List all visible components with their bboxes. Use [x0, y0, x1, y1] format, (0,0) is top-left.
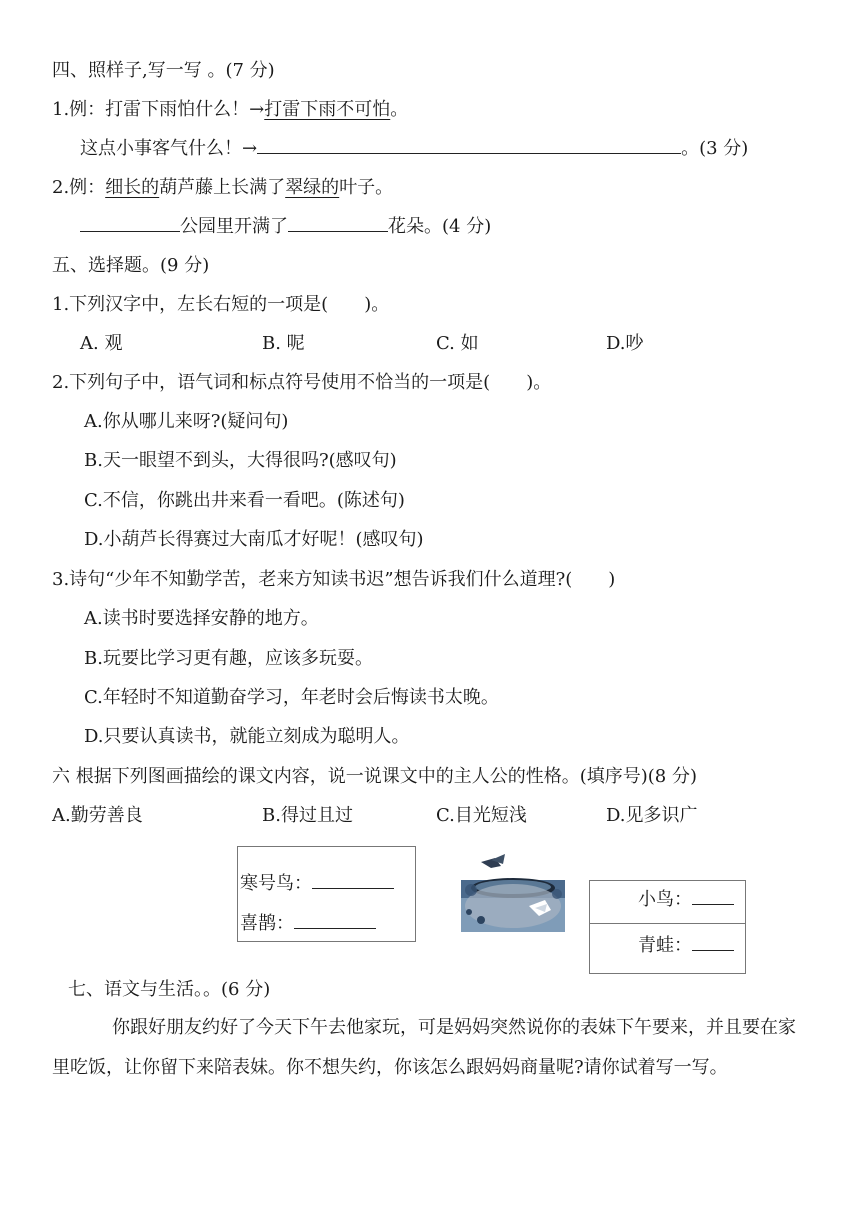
s5-q2-option-b[interactable]: B.天一眼望不到头，大得很吗?(感叹句)	[84, 450, 397, 471]
s4-q2-task-end: 花朵。(4 分)	[388, 216, 492, 237]
s5-q3-option-c[interactable]: C.年轻时不知道勤奋学习，年老时会后悔读书太晚。	[84, 687, 499, 708]
box-row-qingwa	[638, 933, 734, 959]
answer-blank[interactable]	[692, 949, 734, 951]
s6-option-c: C.目光短浅	[436, 805, 527, 826]
answer-blank[interactable]	[312, 887, 394, 889]
s5-q3: 3.诗句“少年不知勤学苦，老来方知读书迟”想告诉我们什么道理?( )	[52, 569, 616, 590]
s4-q2-prefix: 2.例：	[52, 177, 106, 198]
answer-blank[interactable]	[257, 152, 681, 154]
s4-q2-mid: 葫芦藤上长满了	[159, 177, 286, 198]
s4-q1-task	[80, 136, 748, 162]
s4-q2-example	[52, 175, 393, 201]
s5-q2-option-c[interactable]: C.不信，你跳出井来看一看吧。(陈述句)	[84, 490, 405, 511]
box-row-hanhaoniao	[240, 871, 394, 897]
s5-q2-option-d[interactable]: D.小葫芦长得赛过大南瓜才好呢！(感叹句)	[84, 529, 424, 550]
s5-q1: 1.下列汉字中，左长右短的一项是( )。	[52, 294, 390, 315]
box-label: 喜鹊：	[240, 913, 294, 934]
s5-q3-option-d[interactable]: D.只要认真读书，就能立刻成为聪明人。	[84, 726, 410, 747]
box-divider	[590, 923, 745, 924]
s4-q1-score: 。(3 分)	[681, 138, 749, 159]
box-row-xique	[240, 911, 376, 937]
s4-q2-task	[80, 214, 491, 240]
box-label: 小鸟：	[638, 889, 692, 910]
s4-q2-underline-2: 翠绿的	[285, 177, 340, 198]
s4-q1-example	[52, 97, 408, 123]
frog-well-illustration	[461, 850, 565, 932]
s4-q2-task-mid: 公园里开满了	[180, 216, 288, 237]
box-row-xiaoniao	[638, 887, 734, 913]
s4-q1-end: 。	[390, 99, 409, 120]
s5-q1-option-d[interactable]: D.吵	[606, 333, 644, 354]
s5-q2-option-a[interactable]: A.你从哪儿来呀?(疑问句)	[84, 411, 289, 432]
s4-q2-end: 叶子。	[339, 177, 394, 198]
s4-q1-task-text: 这点小事客气什么！→	[80, 138, 258, 159]
answer-blank[interactable]	[294, 927, 376, 929]
answer-box-right	[589, 880, 746, 974]
s5-q3-option-b[interactable]: B.玩要比学习更有趣，应该多玩耍。	[84, 648, 373, 669]
answer-box-left	[237, 846, 416, 942]
section-6-title: 六 根据下列图画描绘的课文内容，说一说课文中的主人公的性格。(填序号)(8 分)	[52, 766, 697, 787]
s5-q1-option-a[interactable]: A. 观	[80, 333, 123, 354]
s4-q2-underline-1: 细长的	[105, 177, 160, 198]
s6-option-a: A.勤劳善良	[52, 805, 143, 826]
section-4-title: 四、照样子,写一写 。(7 分)	[52, 60, 275, 81]
s5-q2: 2.下列句子中，语气词和标点符号使用不恰当的一项是( )。	[52, 372, 552, 393]
s5-q1-option-b[interactable]: B. 呢	[262, 333, 305, 354]
s5-q1-option-c[interactable]: C. 如	[436, 333, 479, 354]
answer-blank[interactable]	[288, 230, 388, 232]
s7-paragraph: 你跟好朋友约好了今天下午去他家玩，可是妈妈突然说你的表妹下午要来，并且要在家里吃饭，让你留下来陪表妹。你不想失约，你该怎么跟妈妈商量呢?请你试着写一写。	[52, 1017, 796, 1078]
section-7-title: 七、语文与生活。。(6 分)	[68, 979, 271, 1000]
s6-option-d: D.见多识广	[606, 805, 698, 826]
s4-q1-answer: 打雷下雨不可怕	[264, 99, 391, 120]
answer-blank[interactable]	[692, 903, 734, 905]
box-label: 青蛙：	[638, 935, 692, 956]
box-label: 寒号鸟：	[240, 873, 312, 894]
section-5-title: 五、选择题。(9 分)	[52, 255, 210, 276]
s4-q1-prefix: 1.例：打雷下雨怕什么！→	[52, 99, 265, 120]
s6-option-b: B.得过且过	[262, 805, 353, 826]
answer-blank[interactable]	[80, 230, 180, 232]
s5-q3-option-a[interactable]: A.读书时要选择安静的地方。	[84, 608, 319, 629]
